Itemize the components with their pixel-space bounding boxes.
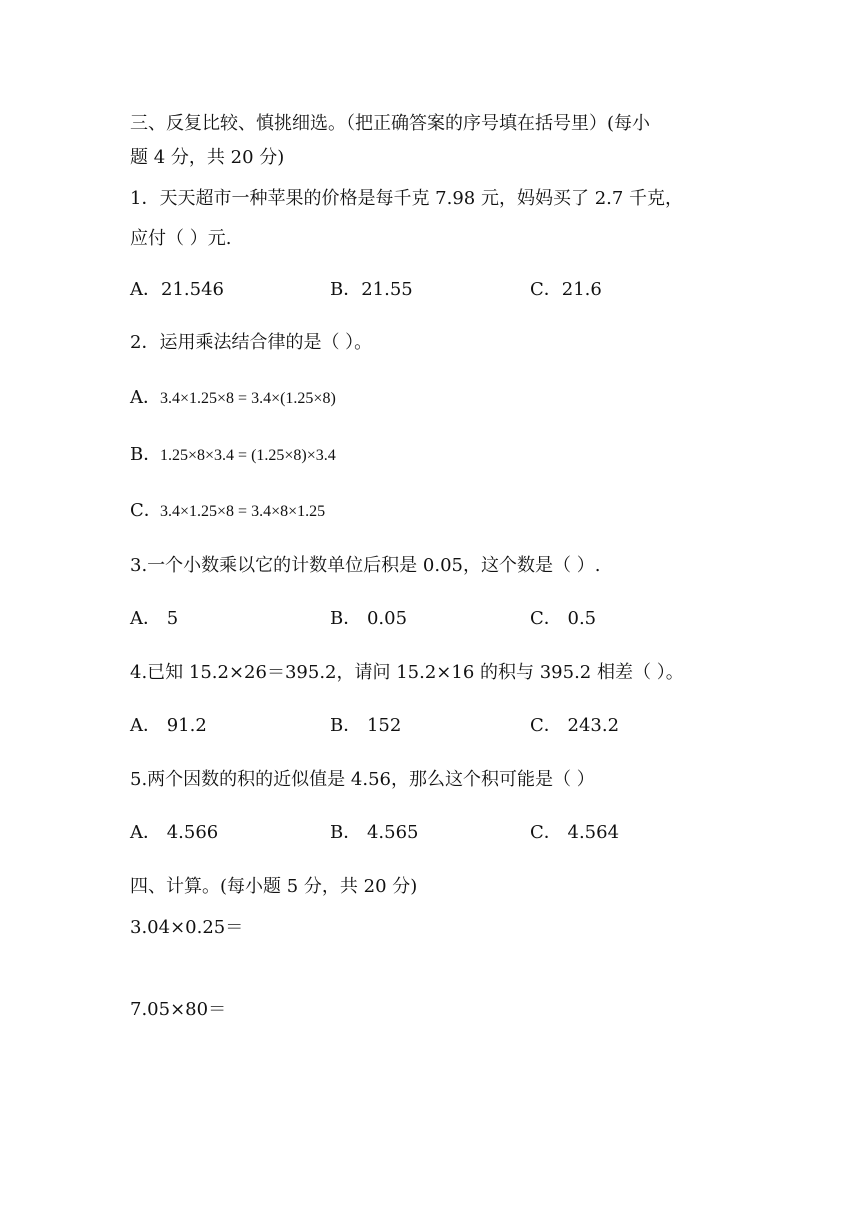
q4-option-a: A． 91.2: [130, 715, 207, 736]
q1-option-b: B．21.55: [330, 279, 413, 300]
section3-heading-line2: 题 4 分，共 20 分): [130, 147, 285, 168]
q3-option-a: A． 5: [130, 608, 179, 629]
q2-option-c-expr: 3.4×1.25×8 = 3.4×8×1.25: [160, 503, 326, 520]
q1-stem-line1: 1．天天超市一种苹果的价格是每千克 7.98 元，妈妈买了 2.7 千克，: [130, 188, 684, 209]
q3-stem: 3.一个小数乘以它的计数单位后积是 0.05，这个数是（ ）.: [130, 555, 601, 576]
q4-option-c: C． 243.2: [530, 715, 620, 736]
q2-option-c-label: C．: [130, 500, 162, 521]
section4-heading: 四、计算。(每小题 5 分，共 20 分): [130, 876, 418, 897]
q4-stem: 4.已知 15.2×26＝395.2，请问 15.2×16 的积与 395.2 相差（ ）。: [130, 662, 684, 683]
q2-stem: 2．运用乘法结合律的是（ ）。: [130, 332, 373, 353]
q2-option-b-expr: 1.25×8×3.4 = (1.25×8)×3.4: [160, 447, 336, 464]
q1-option-a: A．21.546: [130, 279, 224, 300]
q5-option-a: A． 4.566: [130, 822, 219, 843]
q5-option-b: B． 4.565: [330, 822, 419, 843]
q5-option-c: C． 4.564: [530, 822, 620, 843]
q1-option-c: C．21.6: [530, 279, 602, 300]
section3-heading-line1: 三、反复比较、慎挑细选。（把正确答案的序号填在括号里）(每小: [130, 113, 651, 134]
q2-option-a: [130, 386, 336, 411]
calc-problem-2: 7.05×80＝: [130, 999, 227, 1020]
q2-option-b: [130, 443, 336, 468]
q2-option-a-expr: 3.4×1.25×8 = 3.4×(1.25×8): [160, 390, 336, 407]
q3-option-c: C． 0.5: [530, 608, 597, 629]
q1-stem-line2: 应付（ ）元.: [130, 228, 232, 249]
calc-problem-1: 3.04×0.25＝: [130, 917, 244, 938]
q2-option-b-label: B．: [130, 444, 162, 465]
q2-option-a-label: A．: [130, 387, 161, 408]
q2-option-c: [130, 499, 325, 524]
q3-option-b: B． 0.05: [330, 608, 408, 629]
q5-stem: 5.两个因数的积的近似值是 4.56，那么这个积可能是（ ）: [130, 769, 595, 790]
q4-option-b: B． 152: [330, 715, 402, 736]
